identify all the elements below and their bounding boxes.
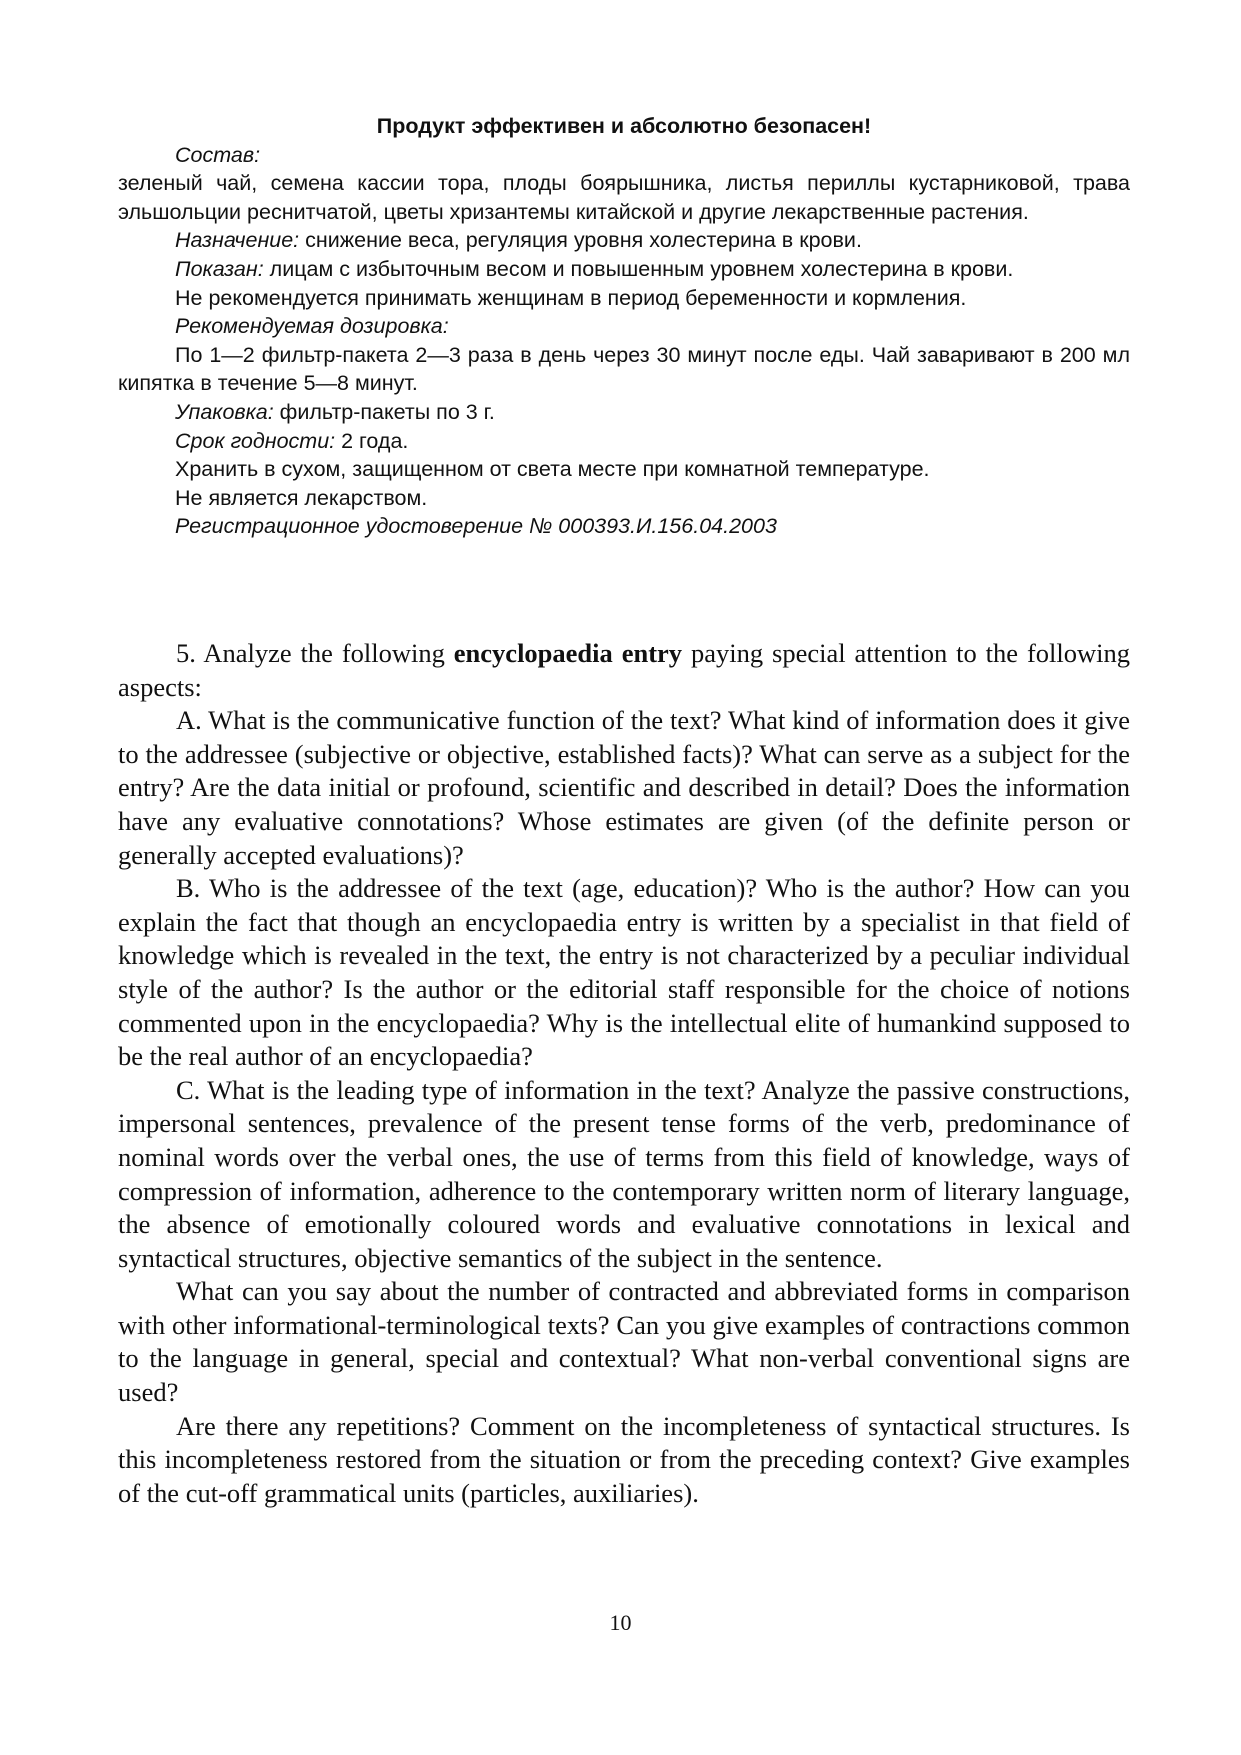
- not-medicine-line: Не является лекарством.: [175, 485, 428, 510]
- indicated-line: [118, 255, 1130, 284]
- indicated-text: лицам с избыточным весом и повышенным уровнем холестерина в крови.: [263, 256, 1014, 281]
- contractions-question: What can you say about the number of contracted and abbreviated forms in comparison with other informational-terminological texts? Can you give examples of contractions common to the language in general, special and contextual? What non-verbal conventional signs are used?: [118, 1276, 1130, 1408]
- dosage-label: Рекомендуемая дозировка:: [175, 314, 449, 339]
- product-title: Продукт эффективен и абсолютно безопасен!: [376, 114, 872, 138]
- purpose-line: [118, 226, 1130, 255]
- product-description: [118, 112, 1130, 541]
- package-line: [118, 398, 1130, 427]
- indicated-label: Показан:: [175, 256, 264, 281]
- exercise-intro: [118, 637, 1130, 704]
- pregnancy-warning: Не рекомендуется принимать женщинам в период беременности и кормления.: [175, 285, 967, 310]
- package-text: фильтр-пакеты по 3 г.: [273, 399, 495, 424]
- composition-label: Состав:: [175, 142, 261, 167]
- page-number: 10: [609, 1610, 632, 1635]
- exercise-intro-after: paying special attention to the following aspects:: [118, 638, 1131, 702]
- purpose-label: Назначение:: [175, 228, 300, 253]
- exercise-intro-before: 5. Analyze the following: [176, 638, 454, 668]
- composition-text: зеленый чай, семена кассии тора, плоды боярышника, листья периллы кустарниковой, трава эльшольции реснитчатой, цветы хризантемы китайской и другие лекарственные растения.: [118, 171, 1130, 224]
- question-a: A. What is the communicative function of the text? What kind of information does it give to the addressee (subjective or objective, established facts)? What can serve as a subject for the entry? Are the data initial or profound, scientific and described in detail? Does the information have any evaluative connotations? Whose estimates are given (of the definite person or generally accepted evaluations)?: [118, 705, 1130, 870]
- shelf-life-label: Срок годности:: [175, 428, 336, 453]
- repetitions-question: Are there any repetitions? Comment on the incompleteness of syntactical structures. Is this incompleteness restored from the situation or from the preceding context? Give examples of the cut-off grammatical units (particles, auxiliaries).: [118, 1410, 1130, 1508]
- storage-line: Хранить в сухом, защищенном от света месте при комнатной температуре.: [175, 457, 930, 482]
- shelf-life-line: [118, 427, 1130, 456]
- package-label: Упаковка:: [175, 399, 274, 424]
- purpose-text: снижение веса, регуляция уровня холестерина в крови.: [299, 228, 862, 253]
- question-c: C. What is the leading type of information in the text? Analyze the passive constructions, impersonal sentences, prevalence of the present tense forms of the verb, predominance of nominal words over the verbal ones, the use of terms from this field of knowledge, ways of compression of information, adherence to the contemporary written norm of literary language, the absence of emotionally coloured words and evaluative connotations in lexical and syntactical structures, objective semantics of the subject in the sentence.: [118, 1074, 1130, 1273]
- registration-line: Регистрационное удостоверение № 000393.И.156.04.2003: [175, 514, 777, 539]
- dosage-heading: [118, 312, 1130, 341]
- exercise-intro-bold: encyclopaedia entry: [453, 638, 683, 668]
- question-b: B. Who is the addressee of the text (age, education)? Who is the author? How can you explain the fact that though an encyclopaedia entry is written by a specialist in that field of knowledge which is revealed in the text, the entry is not characterized by a peculiar individual style of the author? Is the author or the editorial staff responsible for the choice of notions commented upon in the encyclopaedia? Why is the intellectual elite of humankind supposed to be the real author of an encyclopaedia?: [118, 873, 1130, 1072]
- dosage-text: По 1—2 фильтр-пакета 2—3 раза в день через 30 минут после еды. Чай заваривают в 200 мл кипятка в течение 5—8 минут.: [118, 342, 1130, 396]
- shelf-life-text: 2 года.: [335, 428, 409, 453]
- exercise-block: [118, 637, 1130, 1510]
- composition-heading: [118, 141, 1130, 170]
